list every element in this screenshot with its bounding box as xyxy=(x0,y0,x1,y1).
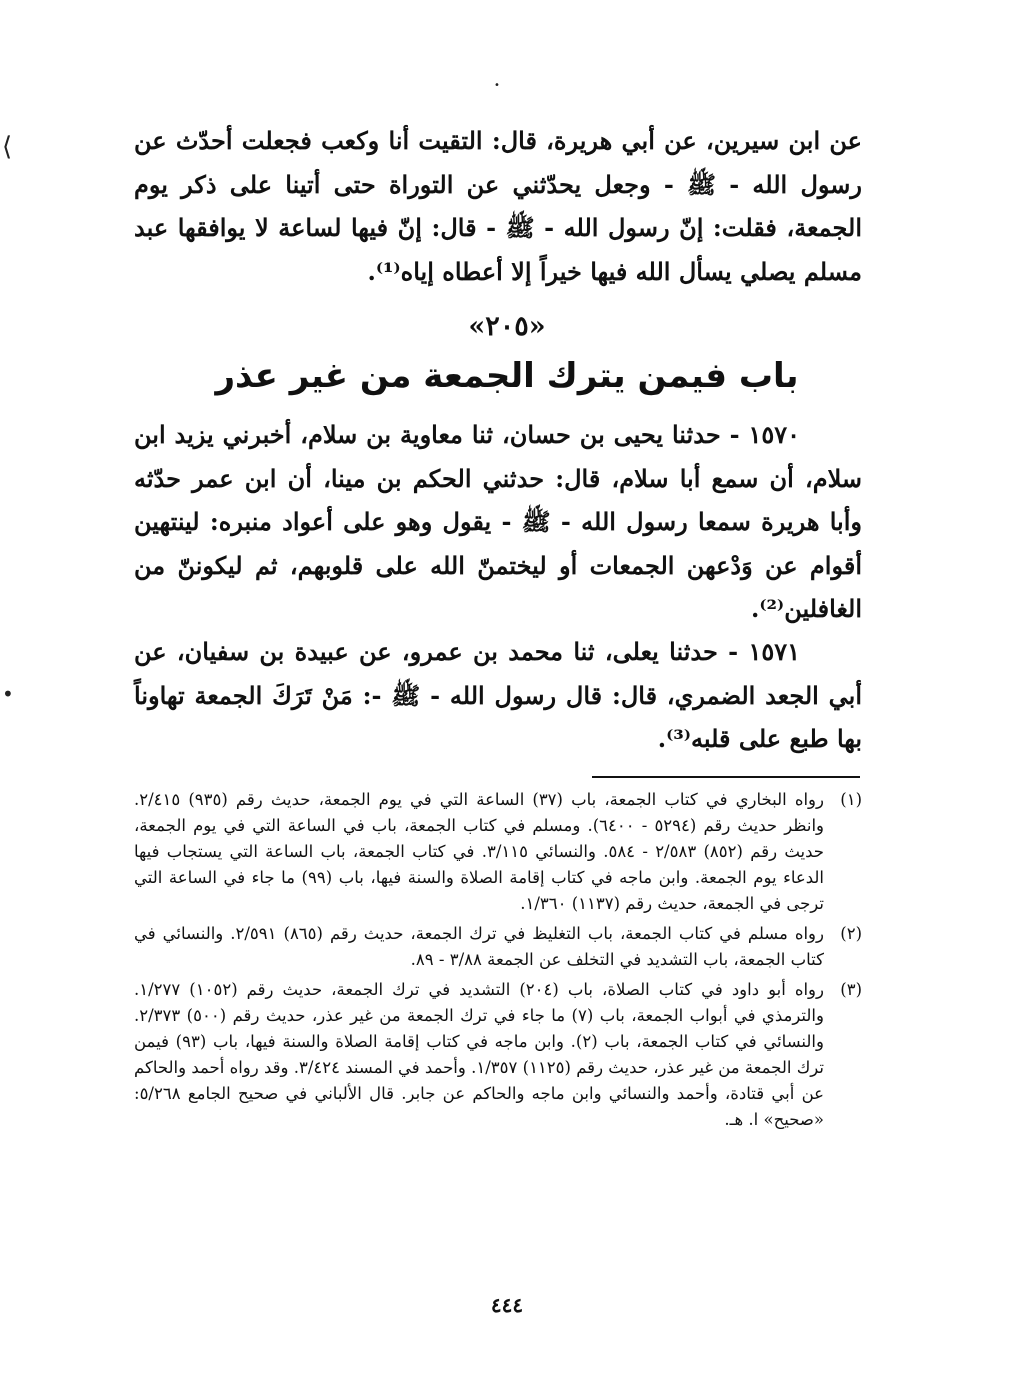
scan-mark-dot-left: • xyxy=(2,682,14,706)
footnote-text: رواه البخاري في كتاب الجمعة، باب (٣٧) الساعة التي في يوم الجمعة، حديث رقم (٩٣٥) ٢/٤١٥. وانظر حديث رقم (٥٢٩٤ - ٦٤٠٠). ومسلم في كتاب الجمعة، باب في الساعة التي في يوم الجمعة، حديث رقم (٨٥٢) ٢/٥٨٣ - ٥٨٤. والنسائي ٣/١١٥. في كتاب الجمعة، باب الساعة التي يستجاب فيها الدعاء يوم الجمعة. وابن ماجه في كتاب إقامة الصلاة والسنة فيها، باب (٩٩) ما جاء في الساعة التي ترجى في الجمعة، حديث رقم (١١٣٧) ١/٣٦٠. xyxy=(134,790,825,913)
footnote-text: رواه أبو داود في كتاب الصلاة، باب (٢٠٤) التشديد في ترك الجمعة، حديث رقم (١٠٥٢) ١/٢٧٧. والترمذي في أبواب الجمعة، باب (٧) ما جاء في ترك الجمعة من غير عذر، حديث رقم (٥٠٠) ٢/٣٧٣. والنسائي في كتاب الجمعة، باب (٢). وابن ماجه في كتاب إقامة الصلاة والسنة فيها، باب (٩٣) فيمن ترك الجمعة من غير عذر، حديث رقم (١١٢٥) ١/٣٥٧. وأحمد في المسند ٣/٤٢٤. وقد رواه أحمد والحاكم عن أبي قتادة، وأحمد والنسائي وابن ماجه والحاكم عن جابر. قال الألباني في صحيح الجامع ٥/٢٦٨: «صحيح» ا. هـ. xyxy=(134,980,824,1129)
scan-mark-bracket: ⟨ xyxy=(2,132,13,162)
footnote-3 xyxy=(134,977,862,1133)
hadith-paragraph-1571: ١٥٧١ - حدثنا يعلى، ثنا محمد بن عمرو، عن عبيدة بن سفيان، عن أبي الجعد الضمري، قال: قال رسول الله - ﷺ -: مَنْ تَرَكَ الجمعة تهاوناً بها طبع على قلبه⁽³⁾. xyxy=(134,637,862,753)
footnote-marker: (١) xyxy=(840,790,862,809)
scan-mark-dot: • xyxy=(494,80,500,91)
chapter-number: «٢٠٥» xyxy=(468,311,546,342)
hadith-paragraph-1570: ١٥٧٠ - حدثنا يحيى بن حسان، ثنا معاوية بن سلام، أخبرني يزيد ابن سلام، أن سمع أبا سلام، قال: حدثني الحكم بن مينا، أن ابن عمر حدّثه وأبا هريرة سمعا رسول الله - ﷺ - يقول وهو على أعواد منبره: لينتهين أقوام عن وَدْعهن الجمعات أو ليختمنّ الله على قلوبهم، ثم ليكوننّ من الغافلين⁽²⁾. xyxy=(134,420,863,623)
footnote-marker: (٣) xyxy=(840,980,862,999)
page-number: ٤٤٤ xyxy=(490,1293,524,1317)
footnote-divider xyxy=(592,776,860,778)
footnote-1 xyxy=(134,787,862,917)
chapter-title: باب فيمن يترك الجمعة من غير عذر xyxy=(215,356,799,396)
footnotes-section xyxy=(134,787,862,1137)
footnote-marker: (٢) xyxy=(840,924,862,943)
footnote-text: رواه مسلم في كتاب الجمعة، باب التغليظ في ترك الجمعة، حديث رقم (٨٦٥) ٢/٥٩١. والنسائي في كتاب الجمعة، باب التشديد في التخلف عن الجمعة ٣/٨٨ - ٨٩. xyxy=(134,924,824,969)
footnote-2 xyxy=(134,921,862,973)
intro-paragraph: عن ابن سيرين، عن أبي هريرة، قال: التقيت أنا وكعب فجعلت أحدّث عن رسول الله - ﷺ - وجعل يحدّثني عن التوراة حتى أتينا على ذكر يوم الجمعة، فقلت: إنّ رسول الله - ﷺ - قال: إنّ فيها لساعة لا يوافقها عبد مسلم يصلي يسأل الله فيها خيراً إلا أعطاه إياه⁽¹⁾. xyxy=(134,126,862,286)
